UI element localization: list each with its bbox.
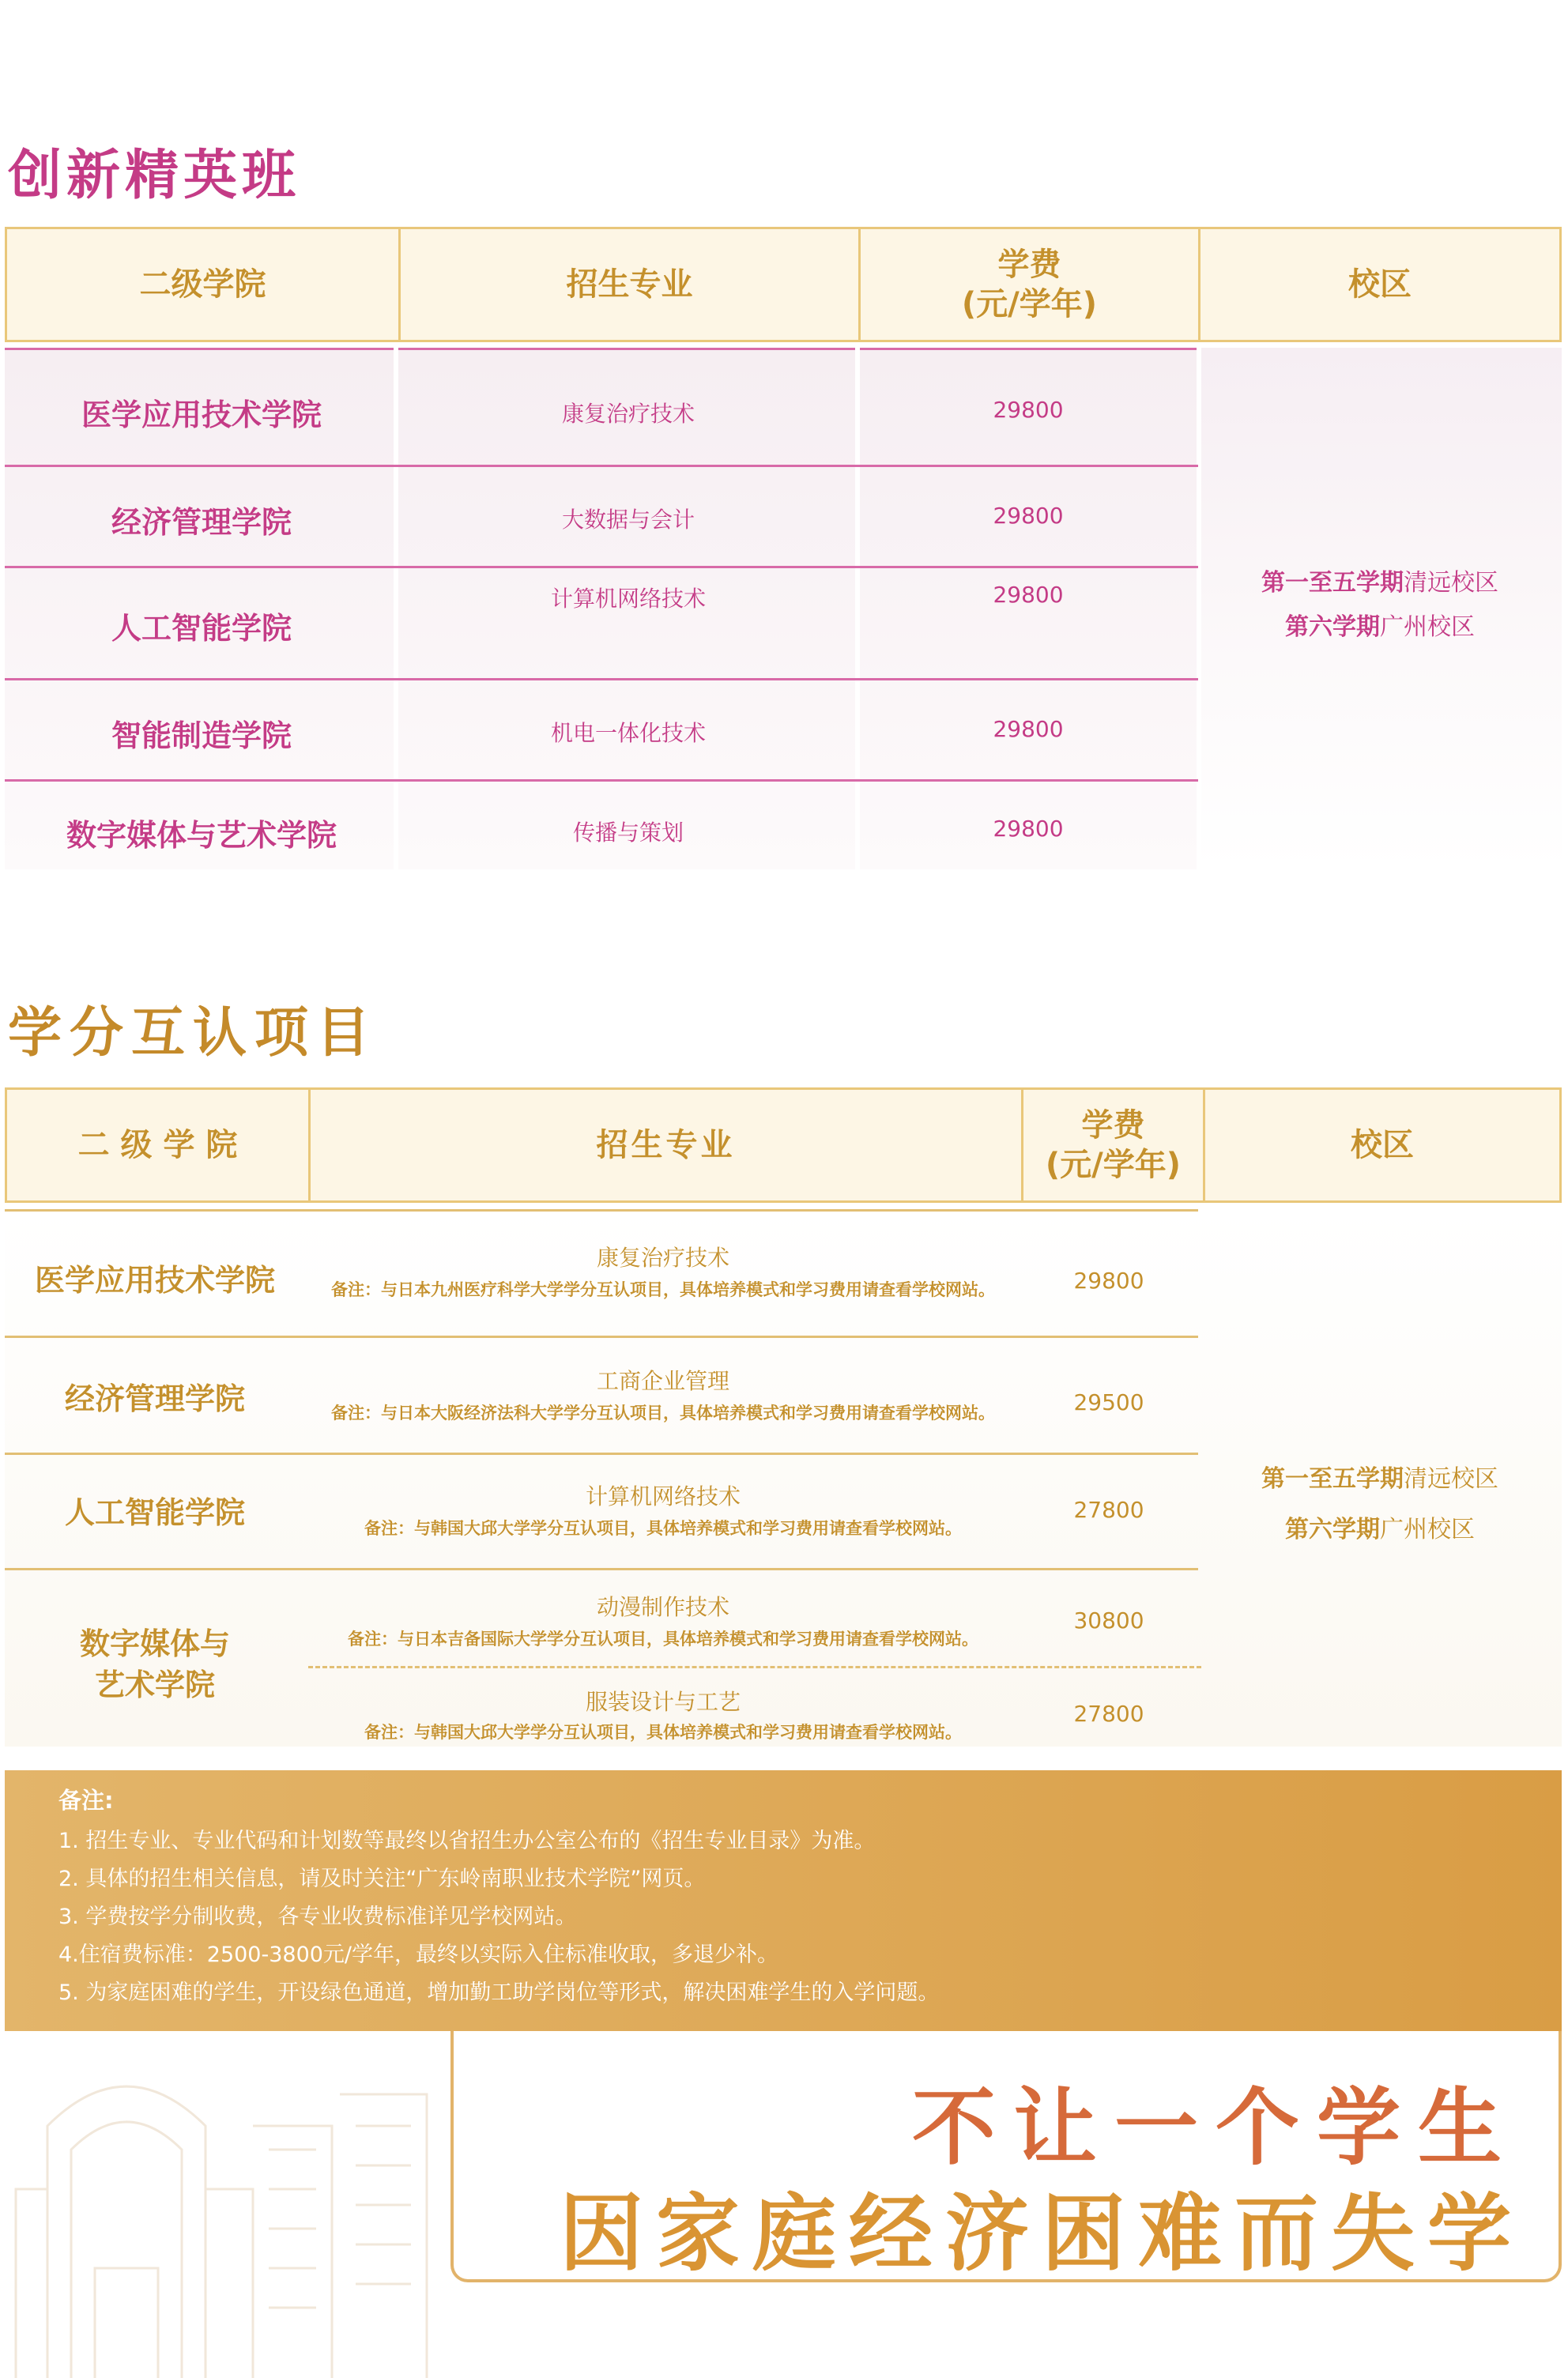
table-cell-fee: 30800: [1073, 1607, 1144, 1634]
table-cell-major: 大数据与会计: [561, 507, 695, 533]
table2-header-major: [311, 1090, 1023, 1200]
section1-title: 创新精英班: [8, 145, 301, 207]
table2-header-college: [7, 1090, 311, 1200]
row-divider: [5, 678, 1198, 680]
table-cell-college: 人工智能学院: [64, 1495, 245, 1530]
table-cell-major: 机电一体化技术: [550, 720, 706, 746]
table-cell-note: 备注：与韩国大邱大学学分互认项目，具体培养模式和学习费用请查看学校网站。: [364, 1519, 962, 1538]
table2-header-fee: [1023, 1090, 1205, 1200]
table-cell-major: 动漫制作技术: [596, 1594, 729, 1620]
table1-header-college: [7, 229, 401, 340]
campus-term-label: 第一至五学期: [1261, 569, 1404, 597]
header-label: 二 级 学 院: [77, 1127, 238, 1163]
building-illustration: [0, 2031, 450, 2378]
table-cell-major: 服装设计与工艺: [585, 1689, 741, 1715]
campus-name: 清远校区: [1404, 1465, 1498, 1493]
header-label: 学费: [997, 247, 1061, 283]
notes-item: 2. 具体的招生相关信息，请及时关注“广东岭南职业技术学院”网页。: [58, 1867, 706, 1891]
table1-header-campus: [1200, 229, 1559, 340]
college-line: 数字媒体与: [79, 1626, 230, 1661]
table-cell-college: 人工智能学院: [111, 611, 292, 646]
row-divider: [5, 1453, 1198, 1455]
header-label: (元/学年): [1045, 1147, 1182, 1183]
table-cell-fee: 27800: [1073, 1701, 1144, 1727]
notes-item: 1. 招生专业、专业代码和计划数等最终以省招生办公室公布的《招生专业目录》为准。: [58, 1829, 876, 1853]
table1-header-major: [401, 229, 861, 340]
header-label: (元/学年): [961, 286, 1098, 322]
row-divider: [5, 779, 1198, 782]
slogan-line2: 因家庭经济困难而失学: [560, 2185, 1524, 2282]
table1-campus-text: [1198, 561, 1562, 650]
header-label: 二级学院: [139, 266, 266, 303]
header-label: 校区: [1351, 1127, 1414, 1163]
row-divider: [5, 1568, 1198, 1570]
table-cell-fee: 29800: [993, 397, 1064, 423]
header-label: 校区: [1348, 266, 1412, 303]
table-cell-college: 经济管理学院: [111, 505, 292, 540]
table-cell-fee: 29500: [1073, 1389, 1144, 1415]
campus-name: 广州校区: [1380, 613, 1475, 641]
campus-name: 广州校区: [1380, 1516, 1475, 1543]
table-cell-fee: 29800: [993, 582, 1064, 608]
table-cell-major: 工商企业管理: [596, 1368, 729, 1394]
table2-header-campus: [1205, 1090, 1559, 1200]
table-cell-note: 备注：与韩国大邱大学学分互认项目，具体培养模式和学习费用请查看学校网站。: [364, 1723, 962, 1742]
table-cell-fee: 27800: [1073, 1497, 1144, 1523]
table-cell-fee: 29800: [1073, 1268, 1144, 1294]
table-cell-college: 医学应用技术学院: [34, 1263, 275, 1298]
row-divider: [860, 348, 1197, 350]
table-cell-major: 康复治疗技术: [561, 401, 695, 427]
table-cell-major: 康复治疗技术: [596, 1245, 729, 1271]
slogan-line1: 不让一个学生: [912, 2079, 1519, 2176]
notes-item: 4.住宿费标准：2500-3800元/学年，最终以实际入住标准收取，多退少补。: [58, 1943, 779, 1967]
table-cell-college: [5, 1623, 305, 1705]
table-cell-major: 计算机网络技术: [550, 586, 706, 612]
notes-title: 备注:: [58, 1787, 114, 1814]
table-cell-note: 备注：与日本九州医疗科学大学学分互认项目，具体培养模式和学习费用请查看学校网站。: [331, 1280, 995, 1299]
campus-term-label: 第一至五学期: [1261, 1465, 1404, 1493]
table-cell-major: 计算机网络技术: [585, 1483, 741, 1509]
row-divider: [398, 348, 855, 350]
row-divider: [5, 1336, 1198, 1338]
table-cell-college: 经济管理学院: [64, 1381, 245, 1416]
dashed-divider: [308, 1666, 1201, 1668]
header-label: 学费: [1081, 1107, 1145, 1144]
row-divider: [5, 566, 1198, 568]
table-cell-fee: 29800: [993, 716, 1064, 742]
table-cell-college: 数字媒体与艺术学院: [66, 818, 337, 853]
header-label: 招生专业: [596, 1127, 736, 1163]
notes-box: [5, 1770, 1562, 2031]
table-cell-note: 备注：与日本吉备国际大学学分互认项目，具体培养模式和学习费用请查看学校网站。: [348, 1630, 978, 1649]
table-cell-college: 医学应用技术学院: [81, 398, 322, 432]
campus-name: 清远校区: [1404, 569, 1498, 597]
row-divider: [5, 1209, 1198, 1212]
table-cell-note: 备注：与日本大阪经济法科大学学分互认项目，具体培养模式和学习费用请查看学校网站。: [331, 1404, 995, 1423]
table-cell-college: 智能制造学院: [111, 718, 292, 753]
campus-term-label: 第六学期: [1285, 1516, 1380, 1543]
campus-term-label: 第六学期: [1285, 613, 1380, 641]
notes-item: 5. 为家庭困难的学生，开设绿色通道，增加勤工助学岗位等形式，解决困难学生的入学问题。: [58, 1980, 940, 2005]
college-line: 艺术学院: [94, 1668, 215, 1702]
header-label: 招生专业: [566, 266, 693, 303]
row-divider: [5, 465, 1198, 467]
table1-header: [5, 227, 1562, 342]
table-cell-fee: 29800: [993, 503, 1064, 529]
table1-header-fee: [861, 229, 1200, 340]
table2-campus-text: [1198, 1454, 1562, 1555]
table2-header: [5, 1087, 1562, 1203]
table-cell-fee: 29800: [993, 816, 1064, 842]
section2-title: 学分互认项目: [8, 1002, 379, 1065]
table-cell-major: 传播与策划: [572, 820, 684, 846]
notes-item: 3. 学费按学分制收费，各专业收费标准详见学校网站。: [58, 1905, 577, 1929]
row-divider: [5, 348, 394, 350]
